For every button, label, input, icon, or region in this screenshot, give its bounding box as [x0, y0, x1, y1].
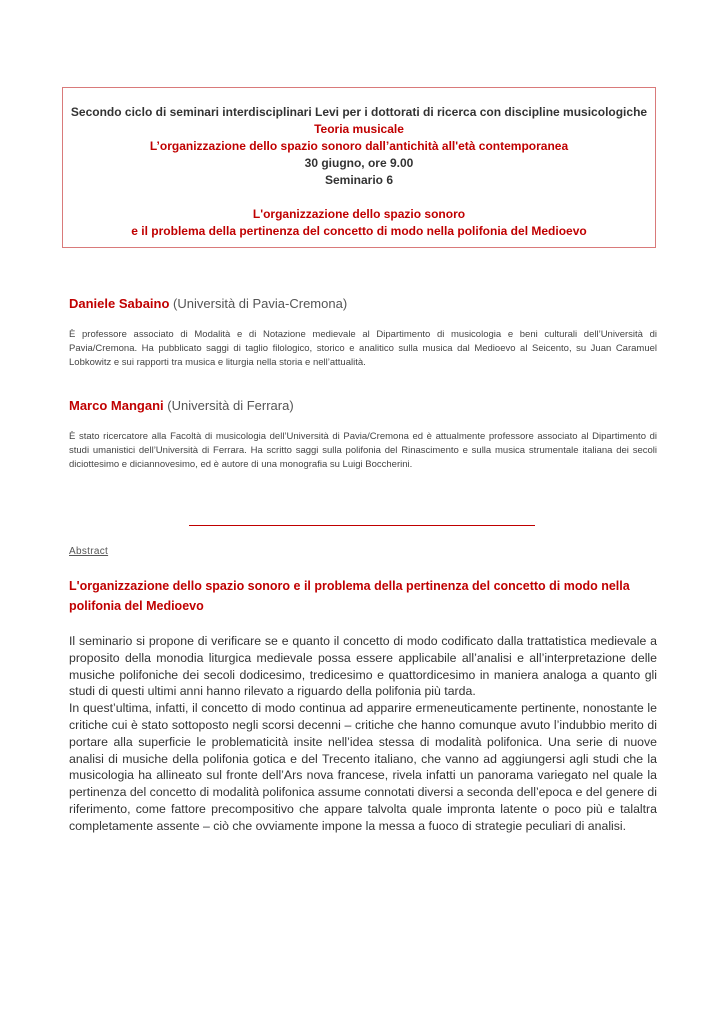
speaker-block — [69, 296, 657, 370]
speaker-name-line — [69, 398, 657, 414]
seminar-title-line1: L'organizzazione dello spazio sonoro — [252, 207, 466, 221]
speaker-affiliation: (Università di Pavia-Cremona) — [173, 296, 348, 311]
course-title: Teoria musicale — [314, 122, 404, 136]
speaker-bio: È professore associato di Modalità e di Notazione medievale al Dipartimento di musicologia e beni culturali dell’Università di Pavia/Cremona. Ha pubblicato saggi di taglio filologico, storico e analitico sulla musica dal Medioevo al Seicento, su Juan Caramuel Lobkowitz e sui rapporti tra musica e liturgia nella storia e nell’attualità. — [69, 329, 657, 368]
speaker-name: Daniele Sabaino — [69, 296, 170, 311]
abstract-label: Abstract — [69, 546, 109, 557]
abstract-paragraph: Il seminario si propone di verificare se e quanto il concetto di modo codificato dalla trattatistica medievale a proposito della monodia liturgica medievale possa essere applicabile all’analisi e all’interpretazione delle musiche polifoniche dei secoli dodicesimo, tredicesimo e quattordicesimo in maniera analoga a quanto gli studi di questi ultimi anni hanno rilevato a riguardo della polifonia più tarda. — [69, 634, 657, 699]
spacer — [63, 189, 655, 206]
course-subtitle: L’organizzazione dello spazio sonoro dall’antichità all'età contemporanea — [149, 139, 569, 153]
speaker-bio: È stato ricercatore alla Facoltà di musicologia dell’Università di Pavia/Cremona ed è attualmente professore associato al Dipartimento di studi umanistici dell’Università di Ferrara. Ha scritto saggi sulla polifonia del Rinascimento e sulla musica strumentale italiana dei secoli diciottesimo e diciannovesimo, ed è autore di una monografia su Luigi Boccherini. — [69, 431, 657, 470]
series-title: Secondo ciclo di seminari interdisciplinari Levi per i dottorati di ricerca con discipline musicologiche — [70, 105, 648, 119]
speaker-block — [69, 398, 657, 472]
seminar-date: 30 giugno, ore 9.00 — [304, 156, 414, 170]
speaker-name: Marco Mangani — [69, 398, 164, 413]
speaker-name-line — [69, 296, 657, 312]
speaker-affiliation: (Università di Ferrara) — [167, 398, 294, 413]
seminar-header-box — [62, 87, 656, 248]
section-divider — [189, 525, 535, 526]
seminar-number: Seminario 6 — [324, 173, 394, 187]
abstract-title: L'organizzazione dello spazio sonoro e il problema della pertinenza del concetto di modo nella polifonia del Medioevo — [69, 579, 630, 613]
seminar-title-line2: e il problema della pertinenza del concetto di modo nella polifonia del Medioevo — [131, 224, 587, 238]
abstract-body — [69, 633, 657, 835]
abstract-paragraph: In quest’ultima, infatti, il concetto di modo continua ad apparire ermeneuticamente pertinente, nonostante le critiche cui è stato sottoposto negli scorsi decenni – critiche che hanno comunque avuto l’indubbio merito di portare alla superficie le problematicità insite nell’idea stessa di modalità polifonica. Una serie di nuove analisi di musiche della polifonia gotica e del Trecento italiano, che vanno ad aggiungersi agli studi che la musicologia ha allineato sul fronte dell’Ars nova francese, rivela infatti un panorama variegato nel quale la pertinenza del concetto di modalità polifonica assume connotati diversi a seconda dell’epoca e del genere di riferimento, come fattore precompositivo che appare talvolta quale impronta latente o poco più e talaltra completamente assente – ciò che ovviamente impone la messa a fuoco di strategie peculiari di analisi. — [69, 701, 657, 833]
